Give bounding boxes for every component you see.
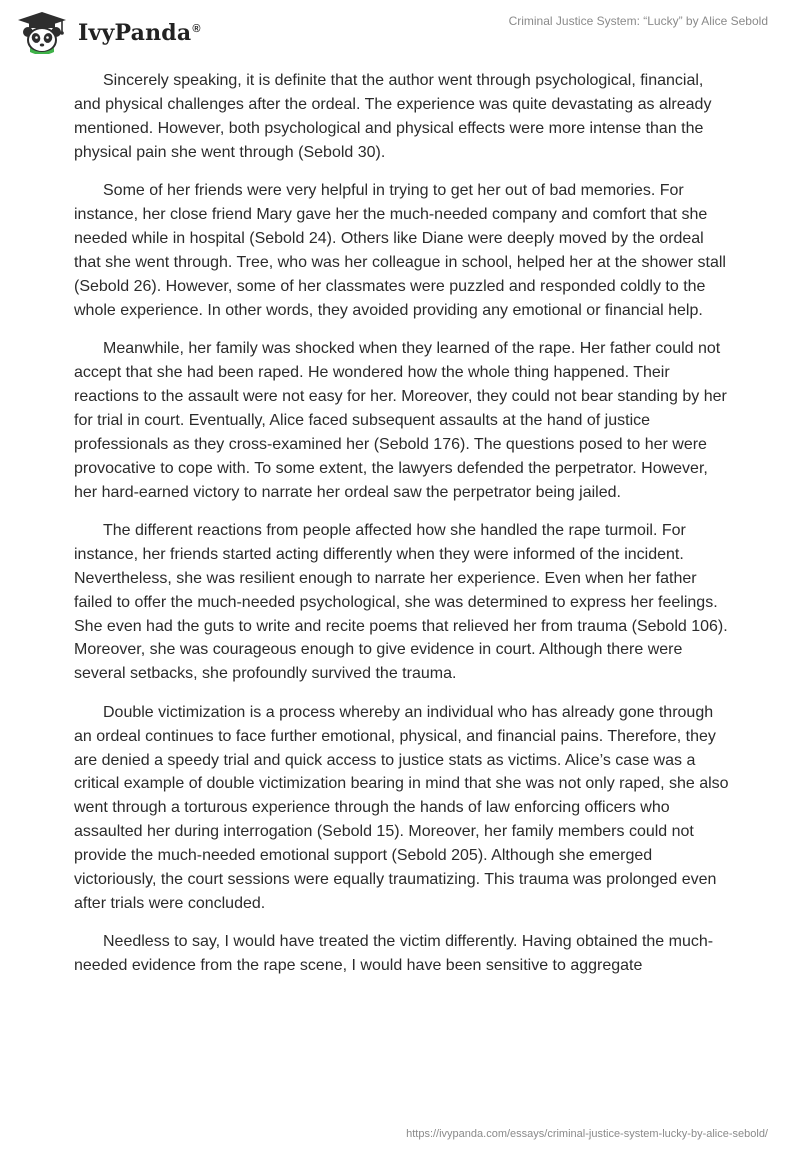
- document-title: Criminal Justice System: “Lucky” by Alice Sebold: [508, 14, 768, 28]
- panda-graduate-icon: [14, 10, 70, 54]
- paragraph: Needless to say, I would have treated the victim differently. Having obtained the much-needed evidence from the rape scene, I would have been sensitive to aggregate: [74, 933, 714, 975]
- source-url[interactable]: https://ivypanda.com/essays/criminal-justice-system-lucky-by-alice-sebold/: [406, 1128, 768, 1140]
- page-header: [0, 0, 800, 66]
- registered-mark: ®: [192, 22, 201, 35]
- paragraph: The different reactions from people affected how she handled the rape turmoil. For instance, her friends started acting differently when they were informed of the incident. Nevertheless, she was resilient enough to narrate her experience. Even when her father failed to offer the much-needed psychological, she was determined to express her feelings. She even had the guts to write and recite poems that relieved her from trauma (Sebold 106). Moreover, she was courageous enough to give evidence in court. Although there were several setbacks, she profoundly survived the trauma.: [74, 521, 728, 683]
- essay-body: [74, 69, 730, 993]
- paragraph: Some of her friends were very helpful in trying to get her out of bad memories. For instance, her close friend Mary gave her the much-needed company and comfort that she needed while in hospital (Sebold 24). Others like Diane were deeply moved by the ordeal that she went through. Tree, who was her colleague in school, helped her at the shower stall (Sebold 26). However, some of her classmates were puzzled and responded coldly to the whole experience. In other words, they avoided providing any emotional or financial help.: [74, 182, 726, 319]
- paragraph: Double victimization is a process whereby an individual who has already gone through an ordeal continues to face further emotional, physical, and financial pains. Therefore, they are denied a speedy trial and quick access to justice stats as victims. Alice’s case was a critical example of double victimization bearing in mind that she was not only raped, she also went through a torturous experience through the hands of law enforcing officers who assaulted her during interrogation (Sebold 15). Moreover, her family members could not provide the much-needed emotional support (Sebold 205). Although she emerged victoriously, the court sessions were equally traumatizing. This trauma was prolonged even after trials were concluded.: [74, 703, 729, 912]
- ivypanda-logo[interactable]: [14, 10, 201, 54]
- brand-name: IvyPanda®: [78, 20, 201, 46]
- paragraph: Sincerely speaking, it is definite that the author went through psychological, financial, and physical challenges after the ordeal. The experience was quite devastating as already mentioned. However, both psychological and physical effects were more intense than the physical pain she went through (Sebold 30).: [74, 72, 712, 161]
- paragraph: Meanwhile, her family was shocked when they learned of the rape. Her father could not accept that she had been raped. He wondered how the whole thing happened. Their reactions to the assault were not easy for her. Moreover, they could not bear standing by her for trial in court. Eventually, Alice faced subsequent assaults at the hand of justice professionals as they cross-examined her (Sebold 176). The questions posed to her were provocative to cope with. To some extent, the lawyers defended the perpetrator. However, her hard-earned victory to narrate her ordeal saw the perpetrator being jailed.: [74, 340, 727, 501]
